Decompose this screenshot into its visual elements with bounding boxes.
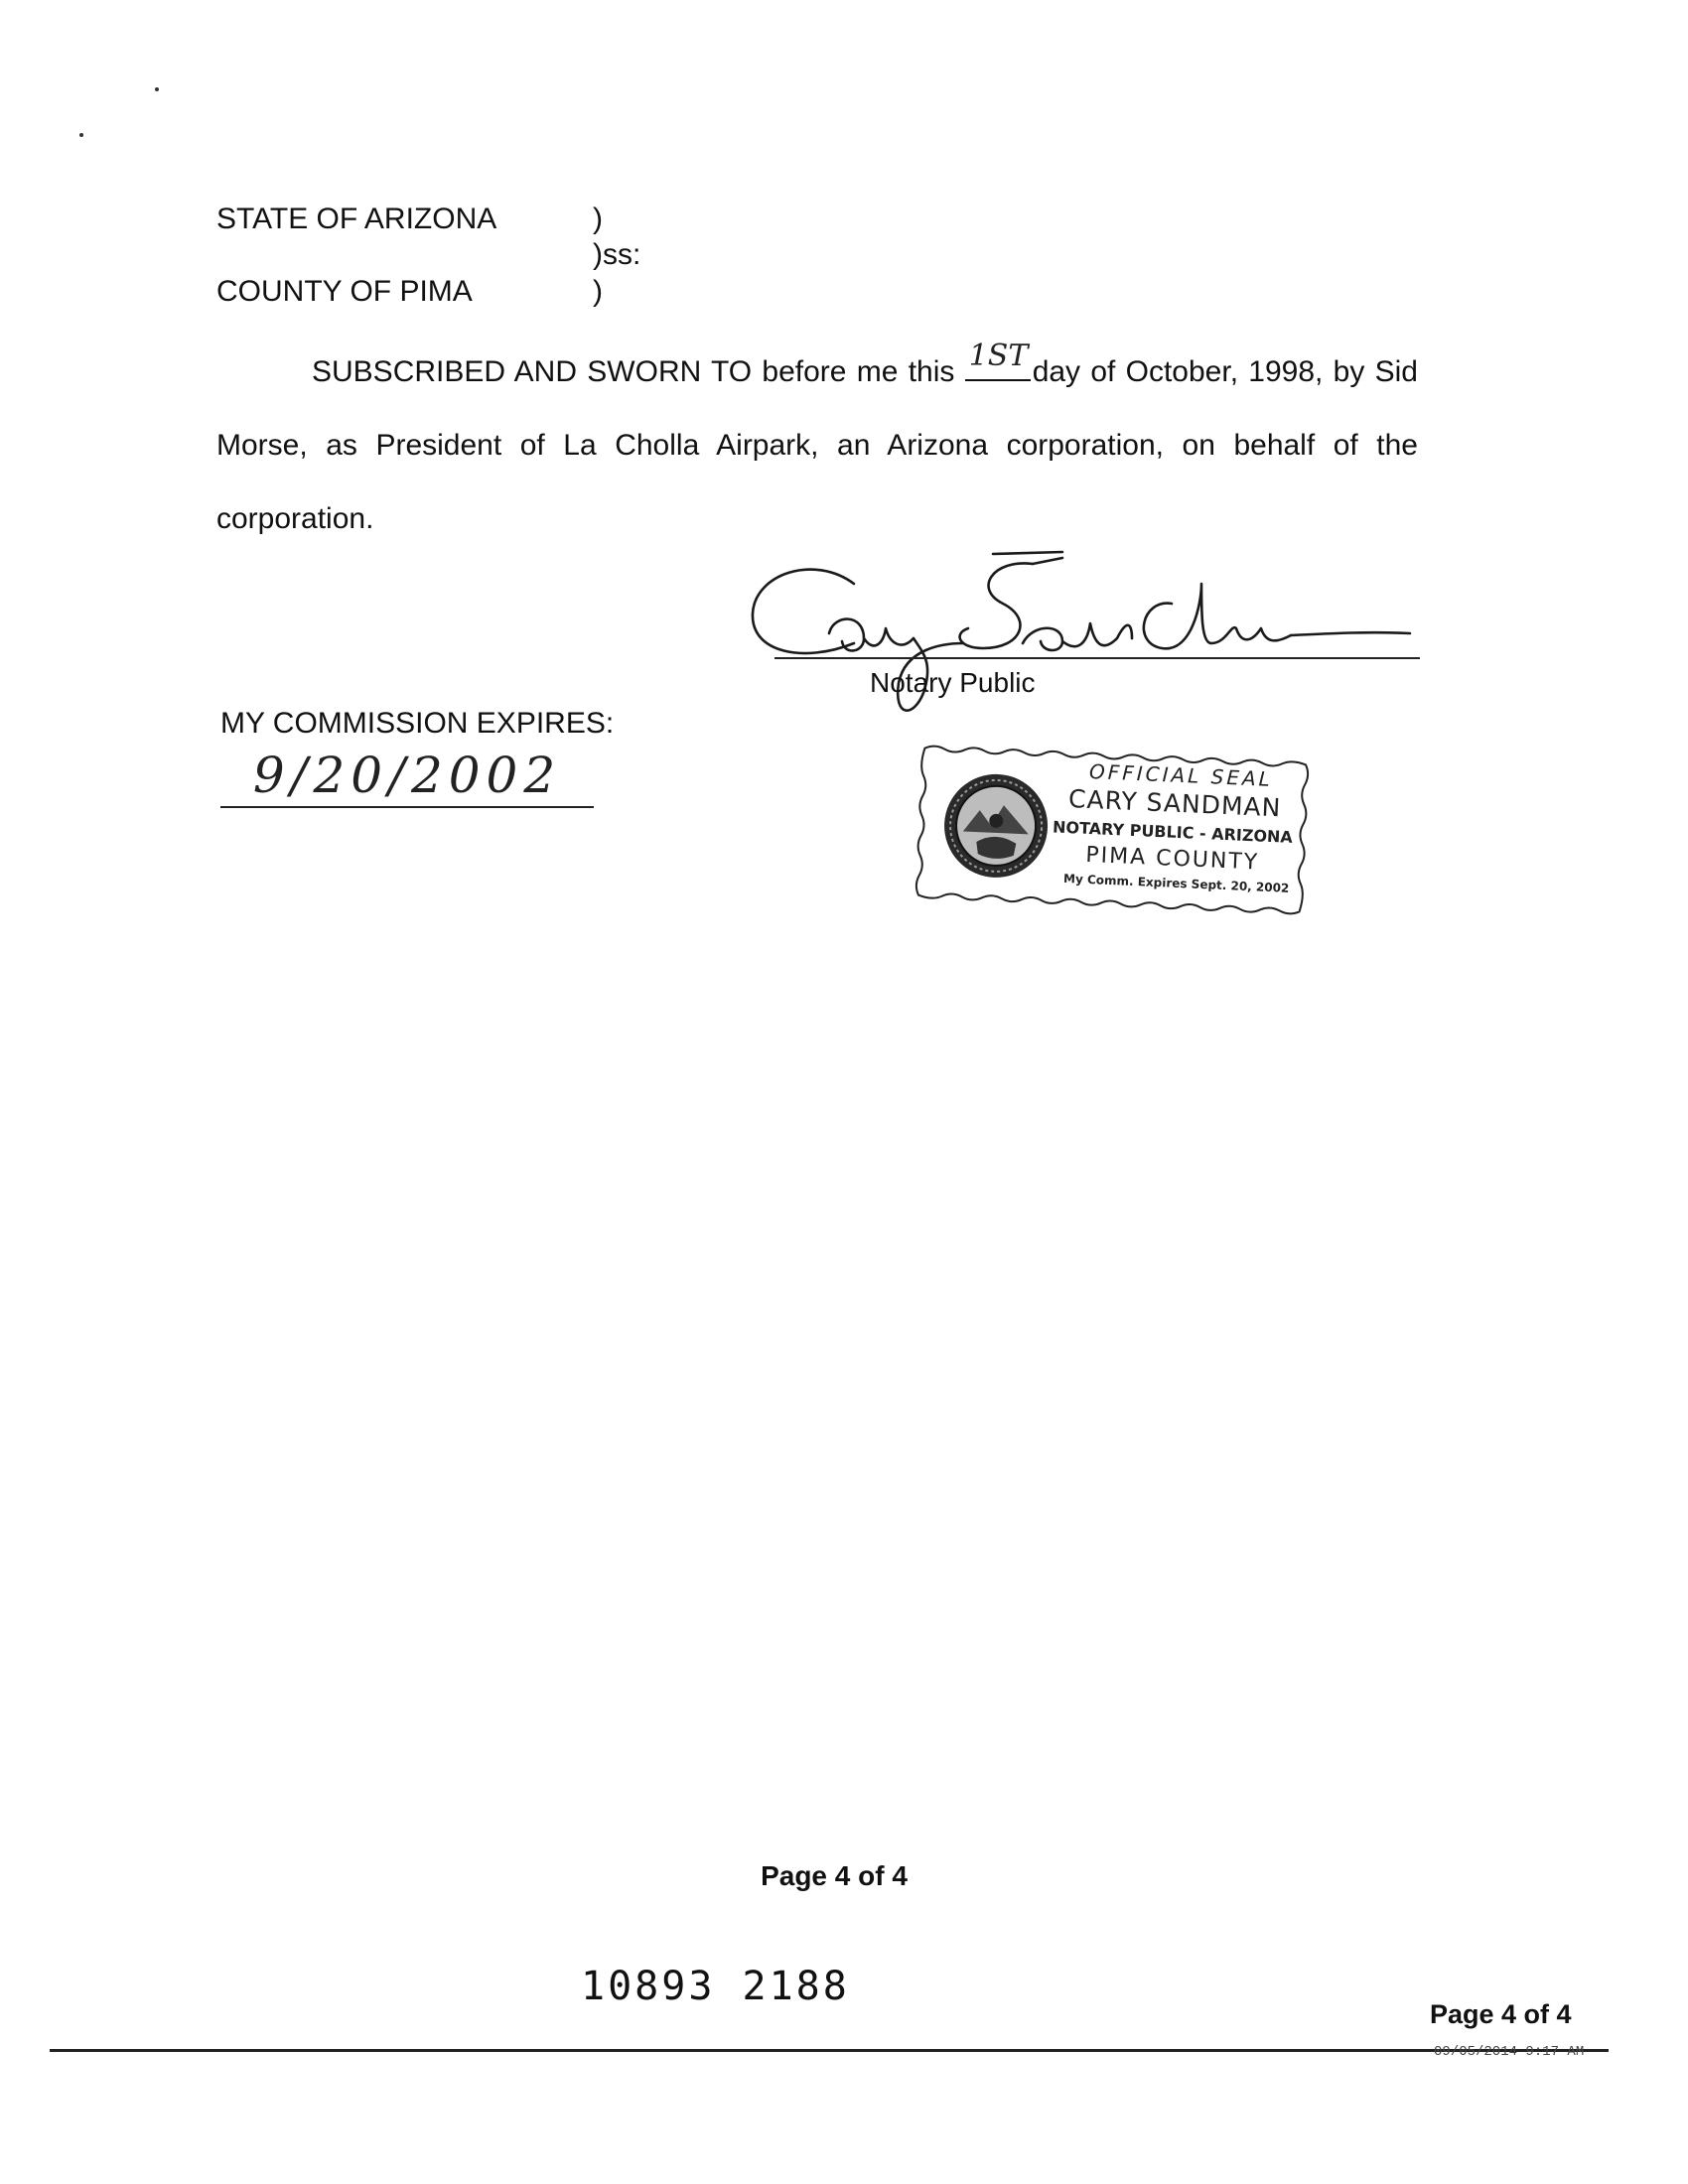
commission-date-handwritten: 9/20/2002 xyxy=(220,747,594,808)
seal-notary-name: CARY SANDMAN xyxy=(1067,784,1282,823)
scan-speck xyxy=(79,133,83,137)
venue-paren: ) xyxy=(593,275,603,308)
jurat-rest: day of October, 1998, by Sid Morse, as President of La Cholla Airpark, an Arizona corporation, on behalf of the corporation. xyxy=(216,355,1418,535)
print-timestamp: 09/05/2014 9:17 AM xyxy=(1434,2044,1585,2060)
handwritten-day: 1ST xyxy=(968,339,1029,373)
day-blank xyxy=(965,339,1031,381)
commission-expires-label: MY COMMISSION EXPIRES: xyxy=(220,707,615,740)
seal-county: PIMA COUNTY xyxy=(1084,842,1260,876)
venue-paren: ) xyxy=(593,203,603,235)
footer-rule xyxy=(50,2049,1609,2052)
seal-notary-title: NOTARY PUBLIC - ARIZONA xyxy=(1052,817,1294,847)
arizona-state-seal-icon xyxy=(939,769,1054,884)
recorder-number: 10893 2188 xyxy=(581,1964,850,2009)
notary-signature xyxy=(735,544,1430,723)
official-seal-stamp xyxy=(913,742,1313,917)
page-number-center: Page 4 of 4 xyxy=(761,1860,908,1891)
page-number-right: Page 4 of 4 xyxy=(1430,1999,1572,2029)
seal-expiration: My Comm. Expires Sept. 20, 2002 xyxy=(1062,871,1290,895)
signature-line xyxy=(774,657,1420,659)
jurat-lead: SUBSCRIBED AND SWORN TO before me this xyxy=(312,355,955,388)
notary-public-label: Notary Public xyxy=(870,667,1036,698)
scan-speck xyxy=(155,87,159,91)
seal-official-seal: OFFICIAL SEAL xyxy=(1088,758,1274,791)
venue-state: STATE OF ARIZONA xyxy=(216,203,497,235)
jurat-paragraph xyxy=(216,336,1418,556)
venue-ss: )ss: xyxy=(593,238,641,271)
venue-county: COUNTY OF PIMA xyxy=(216,275,473,308)
